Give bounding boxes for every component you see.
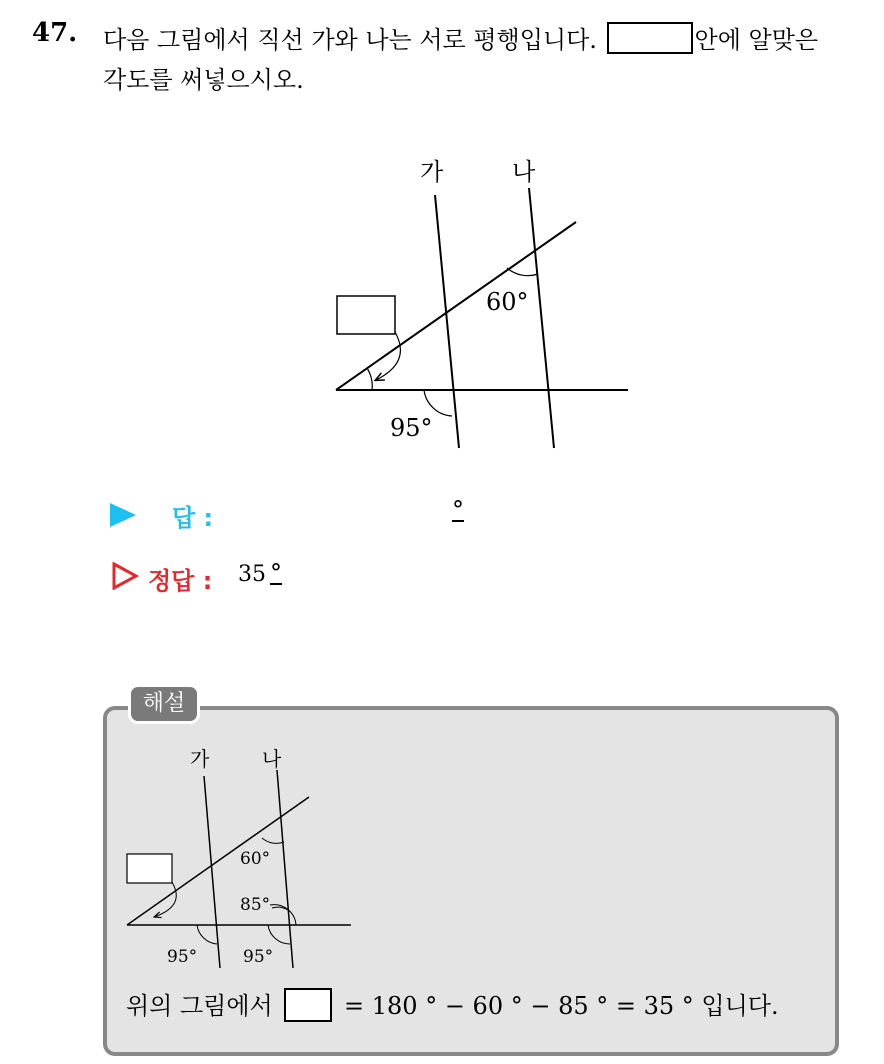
exp-line-na <box>277 770 293 968</box>
question-text-line2: 각도를 써넣으시오. <box>103 66 304 94</box>
formula-blank-box <box>284 988 332 1022</box>
explanation-formula <box>126 986 779 1022</box>
answer-label: 답 : <box>172 504 214 532</box>
exp-angle-95-right-label: 95° <box>243 947 274 967</box>
formula-rest: = 180 ° − 60 ° − 85 ° = 35 ° 입니다. <box>344 992 779 1020</box>
exp-label-na: 나 <box>262 747 282 771</box>
exp-angle-95-right-arc <box>268 925 290 944</box>
question-text-after-box: 안에 알맞은 <box>694 26 819 54</box>
explanation-tab: 해설 <box>128 684 200 724</box>
question-text-before-box: 다음 그림에서 직선 가와 나는 서로 평행입니다. <box>103 26 597 54</box>
exp-angle-95-left-label: 95° <box>167 947 198 967</box>
exp-pointer-arrow <box>154 882 176 917</box>
exp-angle-95-left-arc <box>197 925 217 944</box>
exp-angle-60-label: 60° <box>240 849 271 869</box>
correct-label: 정답 : <box>148 567 213 595</box>
exp-blank-box <box>127 854 172 883</box>
exp-line-ga <box>204 776 220 968</box>
angle-95-label: 95° <box>390 414 433 442</box>
correct-value: 35 <box>238 562 266 587</box>
label-ga: 가 <box>420 158 444 186</box>
exp-angle-85-label: 85° <box>240 895 271 915</box>
angle-60-label: 60° <box>486 288 529 316</box>
answer-unit: ° <box>452 496 464 524</box>
question-number: 47. <box>32 18 78 48</box>
exp-label-ga: 가 <box>190 747 210 771</box>
exp-angle-60-arc <box>262 838 284 843</box>
label-na: 나 <box>512 158 536 186</box>
correct-unit: ° <box>270 559 282 587</box>
formula-prefix: 위의 그림에서 <box>126 992 273 1020</box>
